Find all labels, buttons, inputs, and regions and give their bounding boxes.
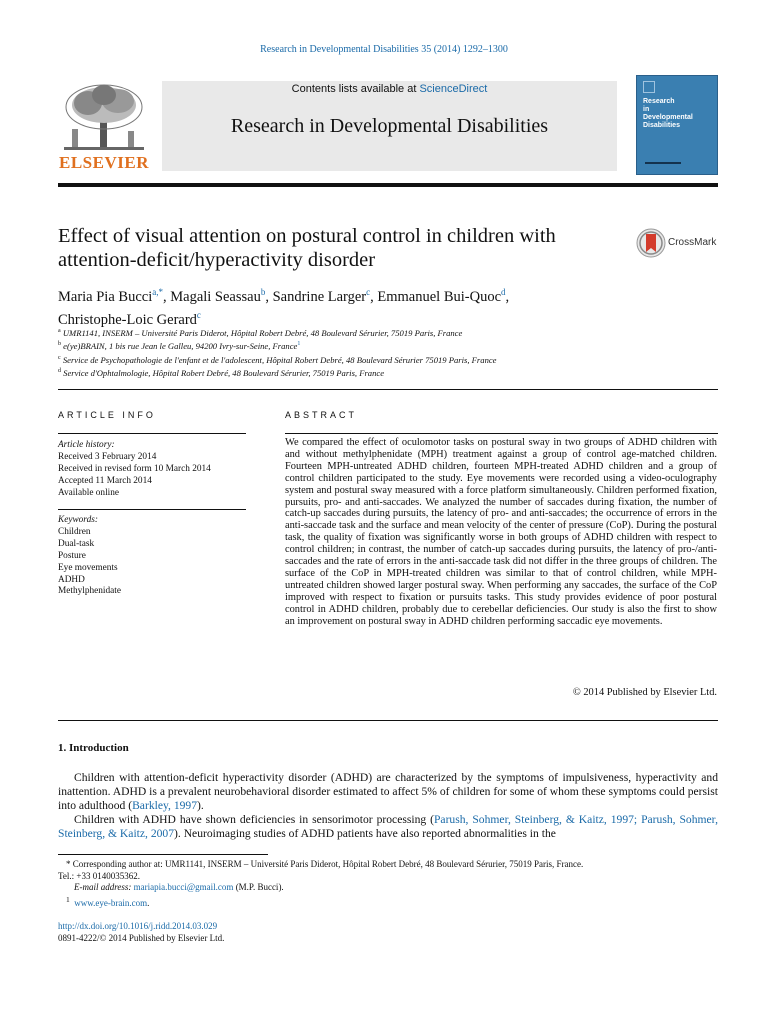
author-name: Christophe-Loic Gerard (58, 311, 197, 328)
paragraph-text: ). Neuroimaging studies of ADHD patients have also reported abnormalities in the (174, 827, 556, 840)
cover-line: Developmental (643, 114, 693, 121)
elsevier-tree-logo[interactable] (58, 81, 150, 173)
cover-line: Research (643, 98, 675, 105)
affiliation (58, 366, 718, 379)
abstract-heading: ABSTRACT (285, 410, 358, 420)
footnote-tel: Tel.: +33 0140035362. (58, 870, 140, 881)
keyword: ADHD (58, 574, 85, 585)
crossmark-label: CrossMark (668, 237, 717, 248)
footnote-ref[interactable]: 1 (297, 341, 301, 348)
divider (58, 720, 718, 721)
affiliation (58, 353, 718, 366)
author-affil-mark[interactable]: c (196, 309, 201, 320)
publisher-wordmark: ELSEVIER (59, 153, 149, 172)
crossmark-icon (636, 228, 666, 258)
journal-title: Research in Developmental Disabilities (230, 115, 549, 137)
author-name: Emmanuel Bui-Quoc (377, 288, 502, 305)
email-link[interactable]: mariapia.bucci@gmail.com (133, 882, 234, 893)
affil-mark: a (58, 328, 61, 334)
abstract-copyright: © 2014 Published by Elsevier Ltd. (572, 687, 717, 698)
citation-link[interactable]: Barkley, 1997 (132, 799, 198, 812)
doi-block (58, 920, 224, 944)
article-history (58, 440, 258, 500)
author-affil-mark[interactable]: c (366, 287, 371, 297)
section-heading: 1. Introduction (58, 742, 129, 754)
affiliation (58, 339, 718, 352)
keyword: Eye movements (58, 562, 118, 573)
keyword: Methylphenidate (58, 586, 121, 597)
crossmark-badge[interactable] (636, 228, 720, 258)
affil-mark: d (58, 368, 61, 375)
affiliation (58, 326, 718, 339)
divider (58, 433, 246, 434)
author-separator: , (265, 288, 273, 305)
affil-text: UMR1141, INSERM – Université Paris Diderot, Hôpital Robert Debré, 48 Boulevard Sérurier, 75019 Paris, France (62, 327, 463, 338)
author-name: Sandrine Larger (272, 288, 367, 305)
affil-text: Service d'Ophtalmologie, Hôpital Robert Debré, 48 Boulevard Sérurier, 75019 Paris, France (63, 367, 385, 378)
cover-line: in (643, 106, 650, 113)
paragraph-text: ). (197, 799, 204, 812)
journal-banner (162, 81, 617, 171)
author-list (58, 283, 718, 329)
footnote-email (58, 882, 718, 894)
abstract-text: We compared the effect of oculomotor tasks on postural sway in two groups of ADHD children with and without methylphenidate (MPH) treatment against a group of control age-matched children. Fourteen MPH-untreated ADHD children, fourteen MPH-treated ADHD children and a group of control children participated to the study. Eye movements were recorded using a video-oculography system and postural sway measured with a force platform simultaneously. Children performed fixation, pursuits, pro- and anti-saccades. We analyzed the number of saccades during fixation, the number of catch-up saccades during pursuits, the latency of pro- and anti-saccades; the occurrence of errors in the anti-saccade task and the surface and mean velocity of the center of pressure (CoP). During the postural task, the quality of fixation was significantly worse in both groups of ADHD children with respect to control children; in contrast, the number of catch-up saccades during pursuits, the latency of pro-/anti-saccades and the rate of errors in the anti-saccade task did not differ in the three groups of children. The surface of the CoP in MPH-treated children was similar to that of control children, while MPH-untreated children showed larger postural sway. When performing any saccades, the surface of the CoP improved with respect to fixation or pursuits tasks. This study provides evidence of poor postural control in ADHD children, probably due to cerebellar deficiencies. Our study is also the first to show an improvement on postural sway in ADHD children performing saccadic eye movements. (285, 437, 717, 627)
cover-title (643, 98, 693, 130)
keyword: Children (58, 526, 91, 537)
affil-mark: c (58, 354, 61, 361)
author-name: Magali Seassau (170, 288, 261, 305)
author-affil-mark[interactable]: d (501, 287, 506, 297)
affil-text: e(ye)BRAIN, 1 bis rue Jean le Galleu, 94200 Ivry-sur-Seine, France (63, 341, 298, 352)
paragraph-text: Children with attention-deficit hyperactivity disorder (ADHD) are characterized by the symptoms of impulsiveness, hyperactivity and inattention. ADHD is a prevalent neurobehavioral disorder estimated to affect 5% of children for some of whom these symptoms could persist into adulthood ( (58, 771, 718, 812)
sciencedirect-link[interactable]: ScienceDirect (419, 83, 488, 95)
email-tail: (M.P. Bucci). (233, 882, 284, 893)
article-info-heading: ARTICLE INFO (58, 410, 156, 420)
introduction-body (58, 771, 718, 841)
keyword: Dual-task (58, 538, 95, 549)
article-title: Effect of visual attention on postural control in children with attention-deficit/hyperactivity disorder (58, 225, 556, 271)
divider (58, 389, 718, 390)
history-label: Article history: (58, 440, 115, 450)
affiliations (58, 326, 718, 379)
contents-prefix: Contents lists available at (291, 83, 420, 95)
journal-reference[interactable]: Research in Developmental Disabilities 35 (2014) 1292–1300 (260, 44, 508, 55)
cover-bar (645, 162, 681, 164)
paragraph (58, 813, 718, 841)
author-separator: , (505, 288, 510, 305)
author-affil-mark[interactable]: a,* (152, 287, 163, 297)
journal-header (58, 75, 718, 175)
keywords-label: Keywords: (58, 515, 98, 525)
author-separator: , (162, 288, 171, 305)
tree-icon (58, 81, 150, 155)
cover-emblem-icon (643, 81, 655, 93)
footnote-mark: 1 (66, 894, 70, 904)
keyword: Posture (58, 550, 86, 561)
paragraph (58, 771, 718, 813)
footnote-corresponding: * Corresponding author at: UMR1141, INSERM – Université Paris Diderot, Hôpital Robert Debré, 48 Boulevard Sérurier, 75019 Paris, France. (66, 859, 584, 869)
journal-cover[interactable] (636, 75, 718, 175)
author-separator: , (370, 288, 378, 305)
history-item: Available online (58, 487, 120, 498)
contents-line (162, 83, 617, 95)
footnotes (58, 859, 718, 909)
footnote-divider (58, 854, 268, 855)
email-label: E-mail address: (74, 882, 134, 893)
website-link[interactable]: www.eye-brain.com (74, 897, 148, 908)
footnote-1 (58, 894, 718, 910)
divider (285, 433, 718, 434)
author-affil-mark[interactable]: b (260, 287, 266, 297)
paragraph-text: Children with ADHD have shown deficiencies in sensorimotor processing ( (74, 813, 434, 826)
doi-link[interactable]: http://dx.doi.org/10.1016/j.ridd.2014.03.029 (58, 921, 218, 931)
cover-line: Disabilities (643, 122, 680, 129)
history-item: Received 3 February 2014 (58, 451, 157, 462)
footnote-tail: . (147, 897, 150, 908)
history-item: Accepted 11 March 2014 (58, 475, 152, 486)
divider (58, 509, 246, 510)
citation-link[interactable]: Parush, Sohmer, Steinberg, & Kaitz, 1997; Parush, Sohmer, Steinberg, & Kaitz, 2007 (58, 813, 718, 840)
history-item: Received in revised form 10 March 2014 (58, 463, 211, 474)
keywords (58, 515, 258, 598)
issn-line: 0891-4222/© 2014 Published by Elsevier Ltd. (58, 933, 225, 943)
author-name: Maria Pia Bucci (58, 288, 153, 305)
affil-mark: b (58, 341, 61, 348)
header-divider (58, 183, 718, 187)
affil-text: Service de Psychopathologie de l'enfant et de l'adolescent, Hôpital Robert Debré, 48 Boulevard Sérurier 75019 Paris, France (62, 354, 497, 365)
